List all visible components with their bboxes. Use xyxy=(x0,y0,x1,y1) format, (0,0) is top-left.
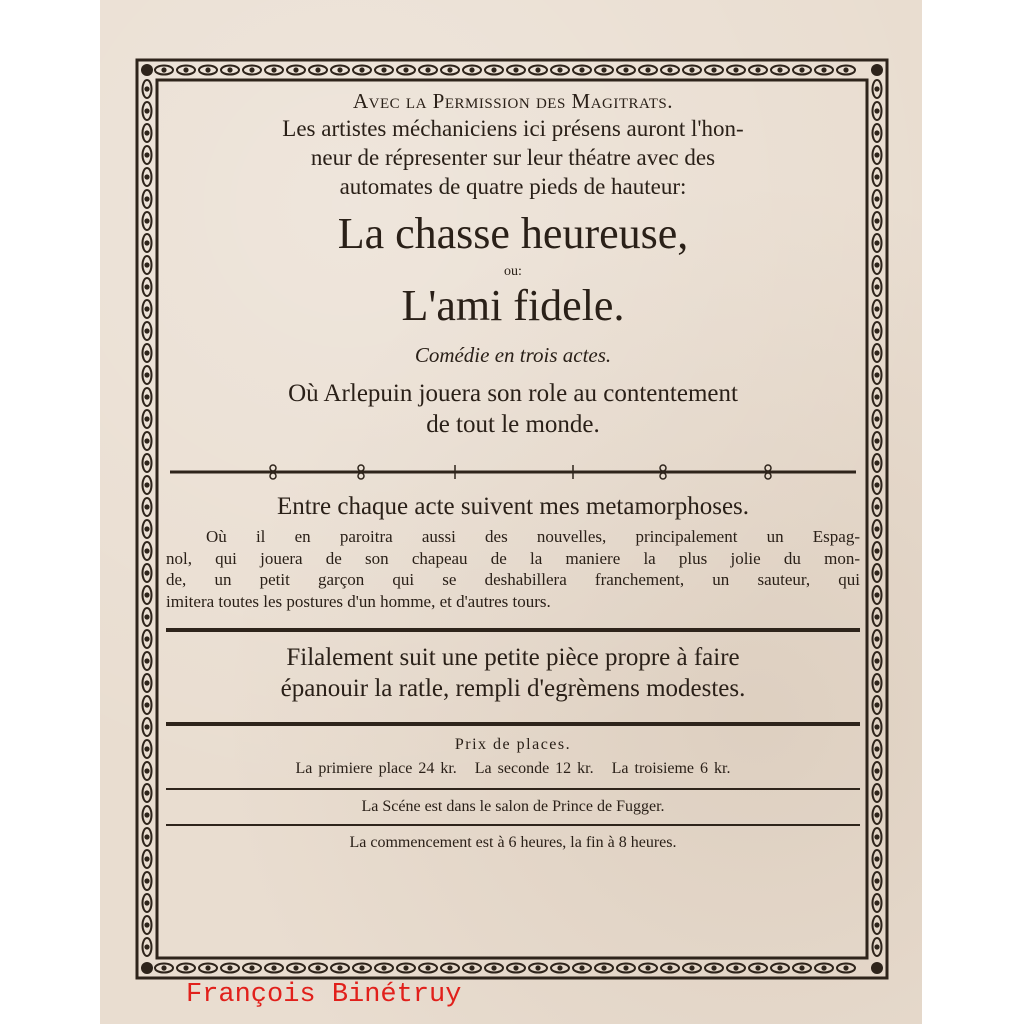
play-subtitle: L'ami fidele. xyxy=(401,281,625,330)
prices-line: La primiere place 24 kr. La seconde 12 kr. La troisieme 6 kr. xyxy=(295,760,731,777)
novelties-line: Où il en paroitra aussi des nouvelles, principalement un Espag- xyxy=(206,527,860,546)
novelties-line: nol, qui jouera de son chapeau de la maniere la plus jolie du mon- xyxy=(166,548,860,568)
novelties-line: de, un petit garçon qui se deshabillera franchement, un sauteur, qui xyxy=(166,570,860,589)
play-title: La chasse heureuse, xyxy=(337,209,689,258)
section-rule xyxy=(166,824,860,826)
ornamental-divider xyxy=(168,464,858,480)
intro-line: automates de quatre pieds de hauteur: xyxy=(339,174,687,199)
intro-line: neur de répresenter sur leur théatre avec des xyxy=(310,145,716,170)
watermark: François Binétruy xyxy=(186,980,462,1010)
novelties-paragraph xyxy=(166,526,860,612)
harlequin-line: de tout le monde. xyxy=(426,411,600,438)
section-rule xyxy=(166,788,860,790)
intro-paragraph xyxy=(160,114,866,201)
scene-location: La Scéne est dans le salon de Prince de Fugger. xyxy=(361,798,665,815)
finally-line: épanouir la ratle, rempli d'egrèmens modestes. xyxy=(280,675,746,702)
performance-schedule: La commencement est à 6 heures, la fin à 8 heures. xyxy=(349,834,677,851)
intro-line: Les artistes méchaniciens ici présens auront l'hon- xyxy=(282,116,744,141)
section-rule xyxy=(166,628,860,632)
between-acts-heading: Entre chaque acte suivent mes metamorphoses. xyxy=(276,493,750,520)
harlequin-line: Où Arlepuin jouera son role au contentement xyxy=(288,380,738,407)
novelties-line: imitera toutes les postures d'un homme, et d'autres tours. xyxy=(166,591,551,611)
harlequin-paragraph xyxy=(160,378,866,440)
finally-paragraph xyxy=(160,642,866,704)
playbill-content xyxy=(160,85,866,852)
title-conjunction: ou: xyxy=(504,264,522,279)
finally-line: Filalement suit une petite pièce propre à faire xyxy=(286,644,740,671)
section-rule xyxy=(166,722,860,726)
play-genre: Comédie en trois actes. xyxy=(414,343,612,367)
prices-heading: Prix de places. xyxy=(454,736,572,753)
permission-heading: Avec la Permission des Magitrats. xyxy=(353,89,673,113)
